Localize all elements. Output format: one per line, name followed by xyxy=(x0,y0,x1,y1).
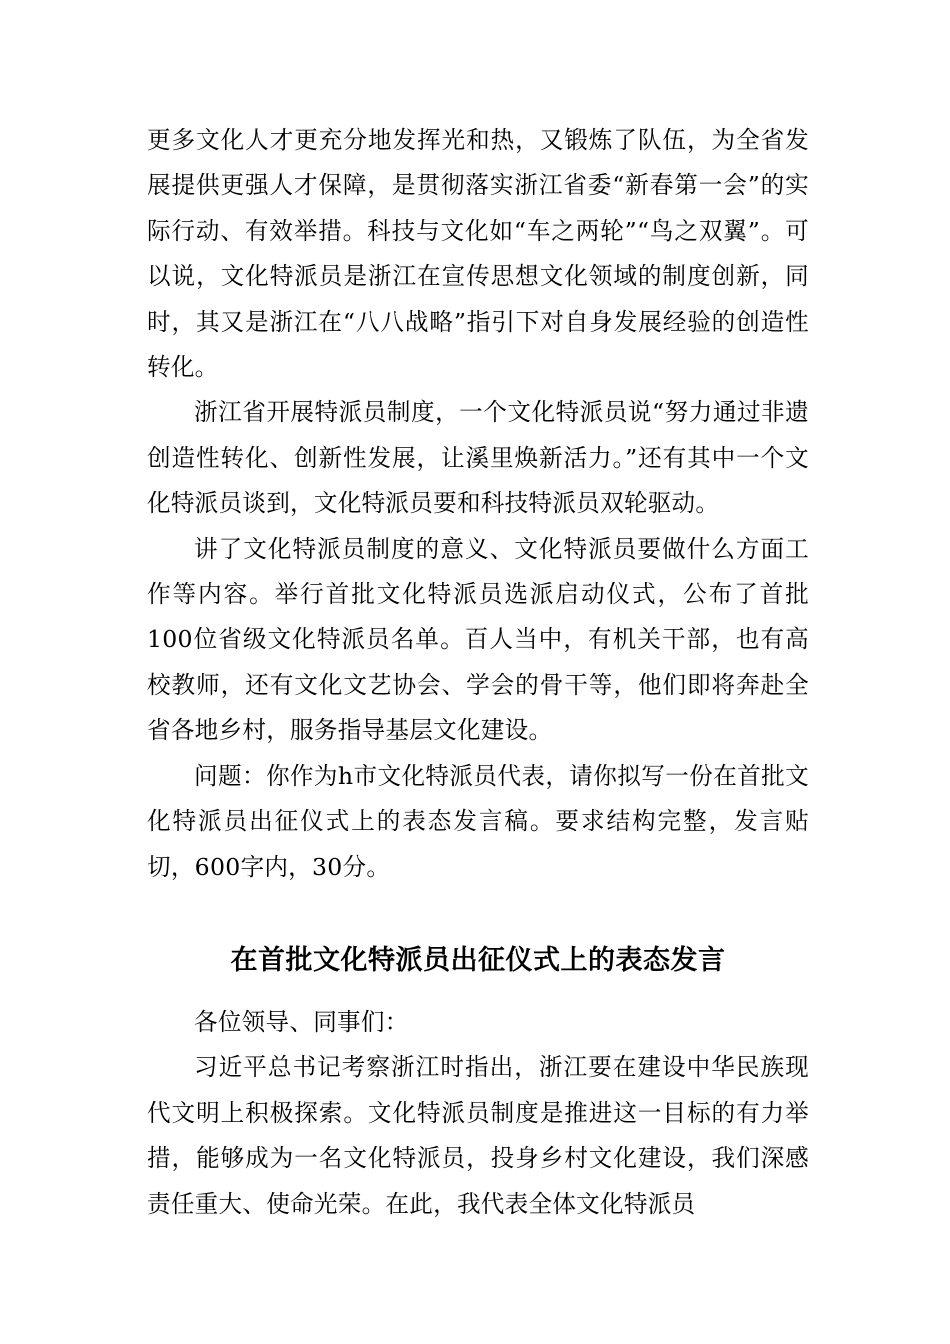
intro-paragraph-1: 更多文化人才更充分地发挥光和热，又锻炼了队伍，为全省发展提供更强人才保障，是贯彻落实浙江省委“新春第一会”的实际行动、有效举措。科技与文化如“车之两轮”“鸟之双翼”。可以说，文化特派员是浙江在宣传思想文化领域的制度创新，同时，其又是浙江在“八八战略”指引下对自身发展经验的创造性转化。 xyxy=(147,126,809,382)
speech-section xyxy=(147,1000,809,1227)
speech-salutation: 各位领导、同事们： xyxy=(194,1008,409,1036)
intro-section xyxy=(147,118,809,890)
intro-paragraph-3: 讲了文化特派员制度的意义、文化特派员要做什么方面工作等内容。举行首批文化特派员选派启动仪式，公布了首批100位省级文化特派员名单。百人当中，有机关干部，也有高校教师，还有文化文艺协会、学会的骨干等，他们即将奔赴全省各地乡村，服务指导基层文化建设。 xyxy=(147,534,809,745)
speech-paragraph-1: 习近平总书记考察浙江时指出，浙江要在建设中华民族现代文明上积极探索。文化特派员制度是推进这一目标的有力举措，能够成为一名文化特派员，投身乡村文化建设，我们深感责任重大、使命光荣。在此，我代表全体文化特派员 xyxy=(147,1053,809,1218)
question-paragraph: 问题：你作为h市文化特派员代表，请你拟写一份在首批文化特派员出征仪式上的表态发言稿。要求结构完整，发言贴切，600字内，30分。 xyxy=(147,761,809,881)
speech-title: 在首批文化特派员出征仪式上的表态发言 xyxy=(230,945,726,976)
intro-paragraph-2: 浙江省开展特派员制度，一个文化特派员说“努力通过非遗创造性转化、创新性发展，让溪里焕新活力。”还有其中一个文化特派员谈到，文化特派员要和科技特派员双轮驱动。 xyxy=(147,398,809,518)
